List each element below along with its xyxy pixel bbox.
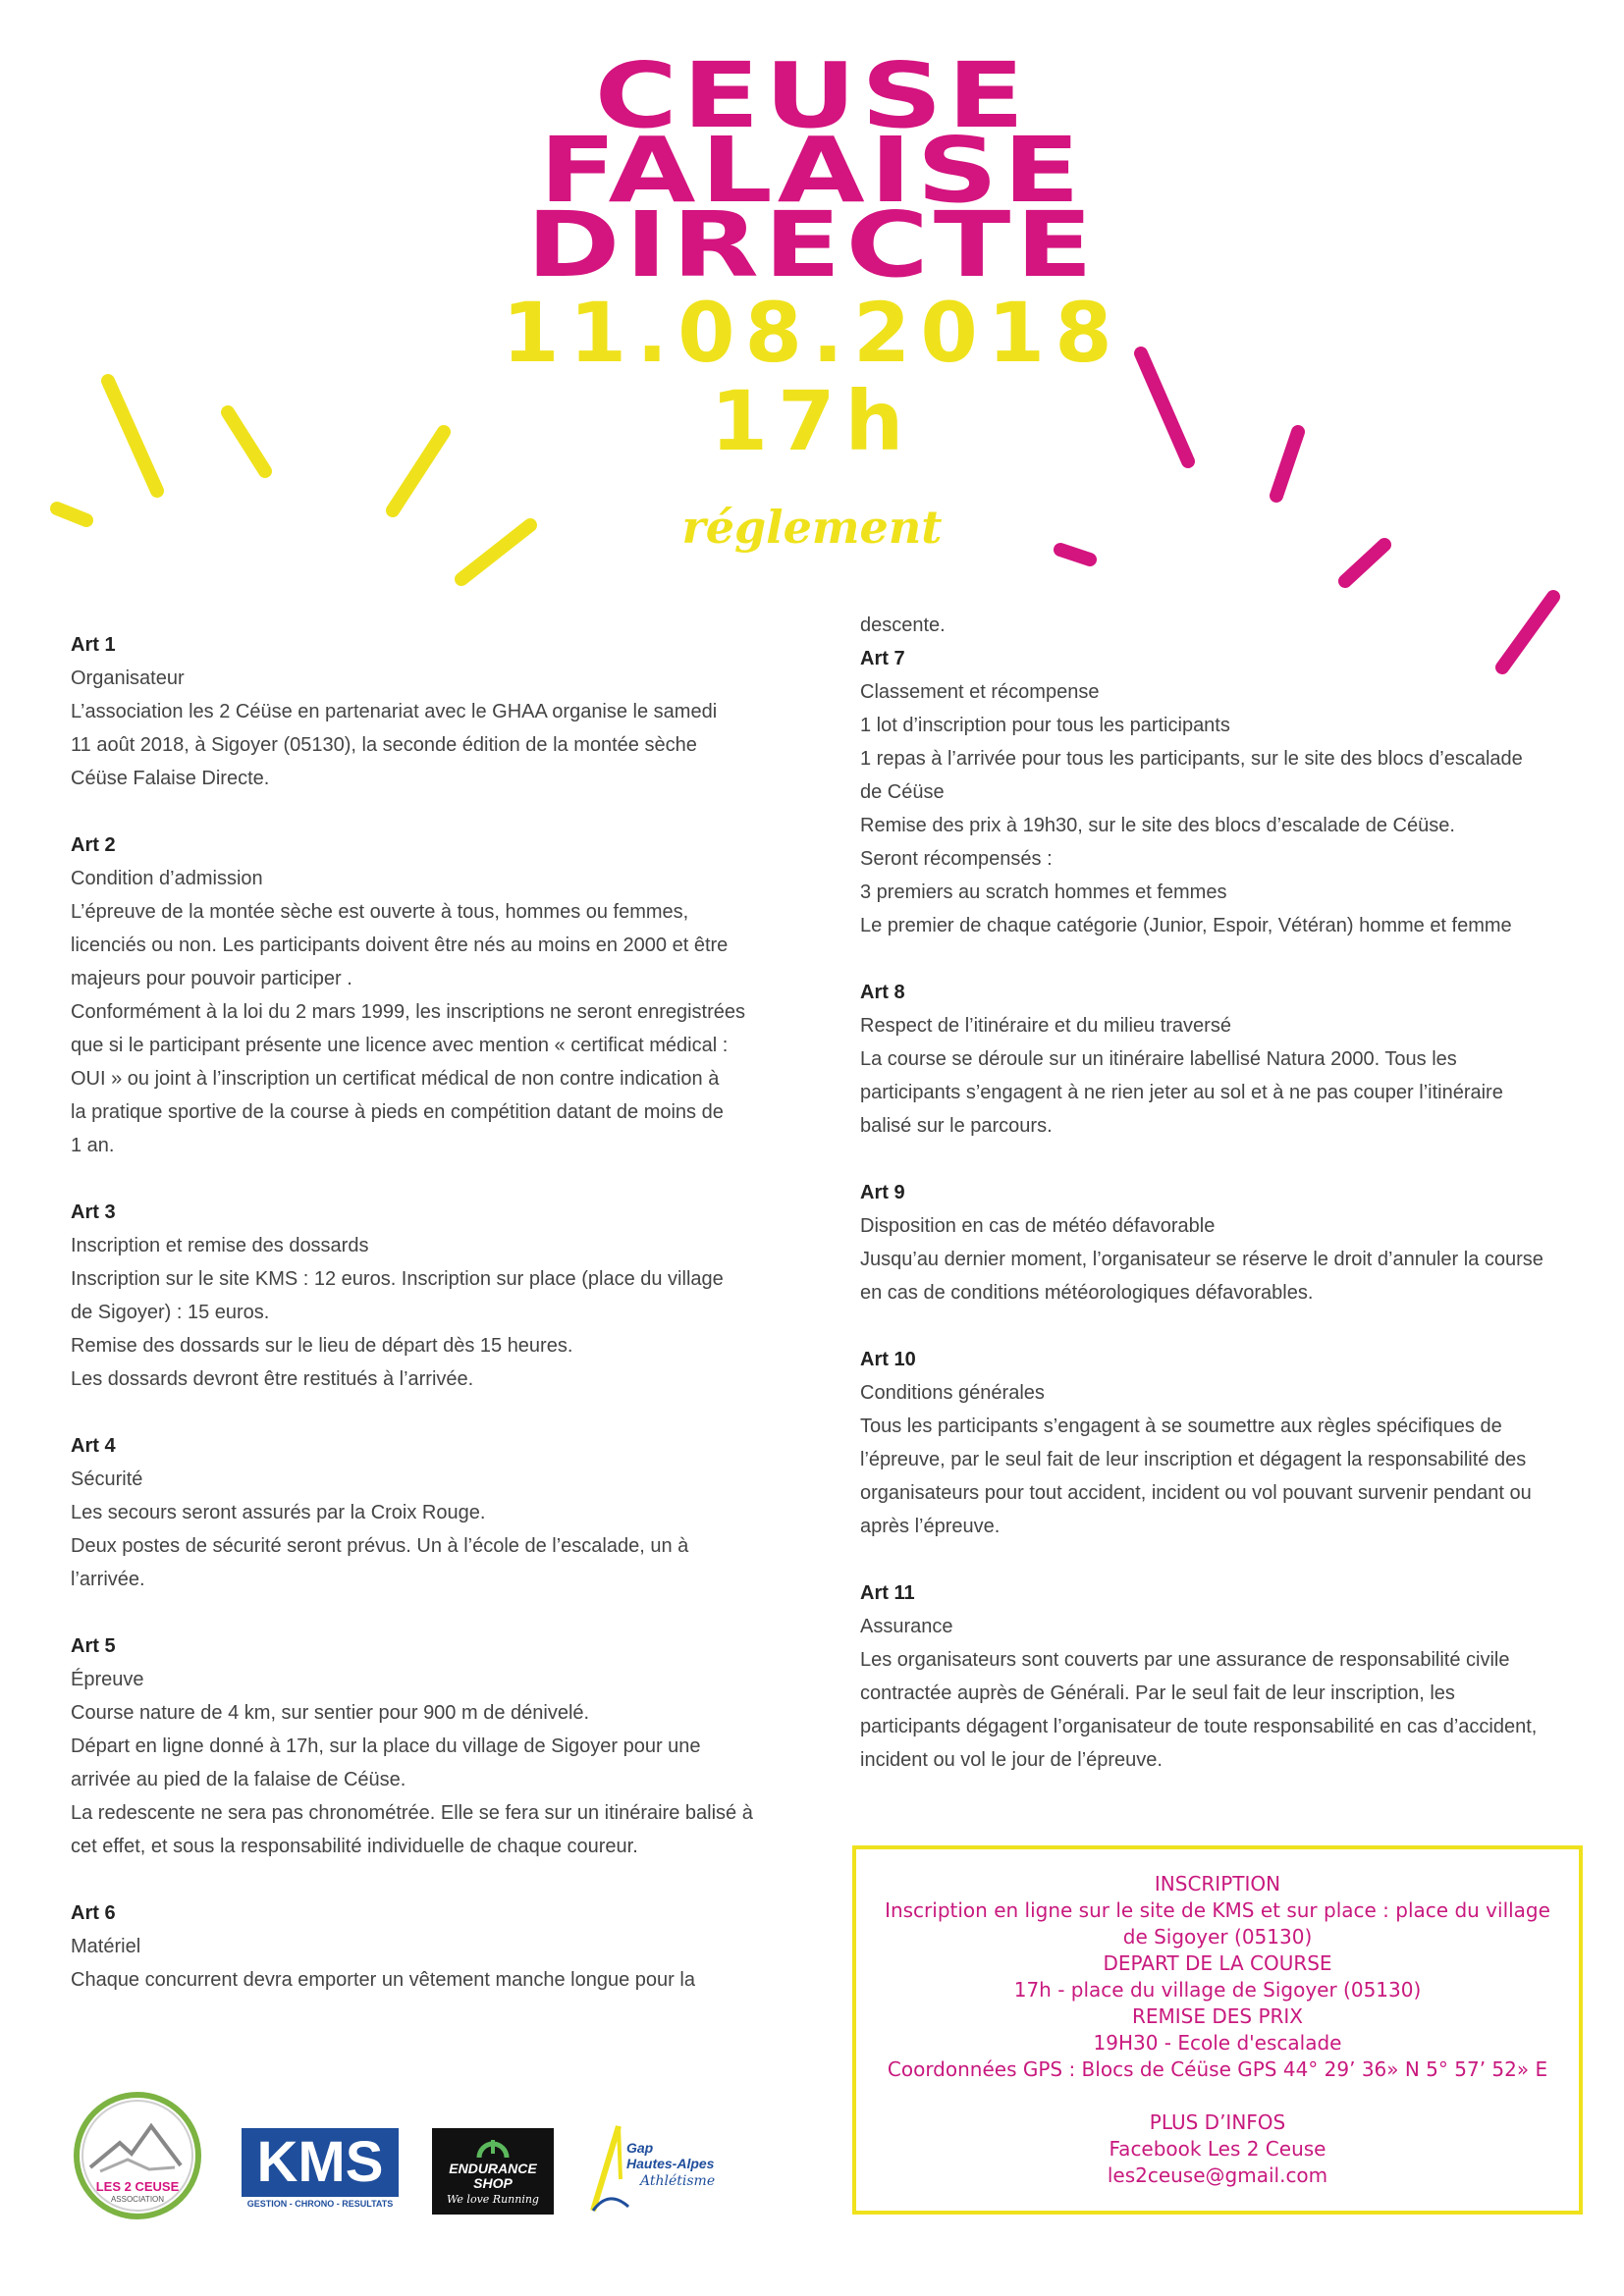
article-title: Art 8 (860, 982, 905, 1003)
gap-line1: Gap (626, 2140, 654, 2156)
contact-line: PLUS D’INFOS (1149, 2110, 1286, 2134)
article-text: balisé sur le parcours. (860, 1115, 1053, 1137)
article-title: Art 6 (71, 1902, 116, 1924)
article-text: Remise des prix à 19h30, sur le site des blocs d’escalade de Céüse. (860, 815, 1455, 836)
article-text: Les organisateurs sont couverts par une assurance de responsabilité civile (860, 1649, 1510, 1671)
article-text: Chaque concurrent devra emporter un vêtement manche longue pour la (71, 1969, 695, 1991)
endurance-line1: ENDURANCE (449, 2161, 537, 2176)
article-text: Jusqu’au dernier moment, l’organisateur se réserve le droit d’annuler la course (860, 1249, 1543, 1270)
article (860, 642, 1567, 942)
article-heading: Disposition en cas de météo défavorable (860, 1215, 1216, 1237)
article-text: cet effet, et sous la responsabilité individuelle de chaque coureur. (71, 1836, 638, 1857)
article (71, 1629, 778, 1863)
article-text: Conformément à la loi du 2 mars 1999, les inscriptions ne seront enregistrées (71, 1001, 746, 1023)
article (71, 1896, 778, 1997)
article-text: 3 premiers au scratch hommes et femmes (860, 881, 1227, 903)
article (71, 628, 778, 795)
article-title: Art 9 (860, 1182, 905, 1203)
article-title: Art 4 (71, 1435, 116, 1457)
article-text: 11 août 2018, à Sigoyer (05130), la seconde édition de la montée sèche (71, 734, 697, 756)
article-text: L’association les 2 Céüse en partenariat avec le GHAA organise le samedi (71, 701, 718, 722)
article-text: Le premier de chaque catégorie (Junior, Espoir, Vétéran) homme et femme (860, 915, 1512, 936)
event-date: 11.08.2018 (502, 285, 1122, 381)
article-text: de Céüse (860, 781, 945, 803)
article-text: participants s’engagent à ne rien jeter au sol et à ne pas couper l’itinéraire (860, 1082, 1503, 1103)
article-text: 1 repas à l’arrivée pour tous les participants, sur le site des blocs d’escalade (860, 748, 1523, 770)
article-text: Les dossards devront être restitués à l’arrivée. (71, 1368, 474, 1390)
article-text: Inscription sur le site KMS : 12 euros. Inscription sur place (place du village (71, 1268, 724, 1290)
article-text: La course se déroule sur un itinéraire labellisé Natura 2000. Tous les (860, 1048, 1457, 1070)
info-line: INSCRIPTION (1154, 1872, 1281, 1896)
les2ceuse-subtitle: ASSOCIATION (110, 2195, 165, 2204)
gap-line2: Hautes-Alpes (626, 2156, 715, 2171)
article (860, 976, 1567, 1143)
article-text: 1 lot d’inscription pour tous les participants (860, 715, 1230, 736)
info-line: DEPART DE LA COURSE (1103, 1951, 1332, 1975)
endurance-line2: SHOP (473, 2175, 513, 2191)
article-text: incident ou vol le jour de l’épreuve. (860, 1749, 1163, 1771)
right-column (860, 614, 1567, 1810)
article-title: Art 2 (71, 834, 116, 856)
info-line: 19H30 - Ecole d'escalade (1093, 2031, 1342, 2055)
info-line: Coordonnées GPS : Blocs de Céüse GPS 44° 29’ 36» N 5° 57’ 52» E (887, 2057, 1548, 2081)
article-text: participants dégagent l’organisateur de toute responsabilité en cas d’accident, (860, 1716, 1538, 1737)
article (860, 1576, 1567, 1777)
event-title (0, 43, 1624, 469)
article-text: de Sigoyer) : 15 euros. (71, 1302, 270, 1323)
kms-wordmark: KMS (242, 2128, 399, 2197)
article-text: majeurs pour pouvoir participer . (71, 968, 352, 989)
article-text: l’arrivée. (71, 1569, 145, 1590)
article-text: L’épreuve de la montée sèche est ouverte à tous, hommes ou femmes, (71, 901, 689, 923)
article-heading: Organisateur (71, 667, 185, 689)
article-title: Art 7 (860, 648, 905, 669)
article-text: OUI » ou joint à l’inscription un certificat médical de non contre indication à (71, 1068, 720, 1090)
info-box (852, 1845, 1583, 2215)
article-title: Art 11 (860, 1582, 915, 1604)
article-heading: Assurance (860, 1616, 953, 1637)
article-text: Tous les participants s’engagent à se soumettre aux règles spécifiques de (860, 1415, 1502, 1437)
article-text: en cas de conditions météorologiques défavorables. (860, 1282, 1314, 1304)
article-title: Art 3 (71, 1201, 116, 1223)
article-text: Course nature de 4 km, sur sentier pour 900 m de dénivelé. (71, 1702, 590, 1724)
article-text: que si le participant présente une licence avec mention « certificat médical : (71, 1035, 729, 1056)
article-text: organisateurs pour tout accident, incident ou vol pouvant survenir pendant ou (860, 1482, 1532, 1504)
article-text: arrivée au pied de la falaise de Céüse. (71, 1769, 406, 1790)
endurance-shop-logo (432, 2128, 554, 2215)
article-heading: Classement et récompense (860, 681, 1100, 703)
title-line-3: DIRECTE (526, 192, 1098, 297)
article-text: la pratique sportive de la course à pieds en compétition datant de moins de (71, 1101, 724, 1123)
article-title: Art 1 (71, 634, 116, 656)
article-heading: Conditions générales (860, 1382, 1045, 1404)
info-line: REMISE DES PRIX (1131, 2004, 1304, 2028)
event-time: 17h (710, 373, 914, 469)
info-line: Inscription en ligne sur le site de KMS et sur place : place du village (885, 1898, 1550, 1922)
article (71, 828, 778, 1162)
contact-line: les2ceuse@gmail.com (1107, 2163, 1328, 2187)
gap-athletisme-logo (589, 2120, 766, 2218)
article-title: Art 10 (860, 1349, 916, 1370)
article-heading: Condition d’admission (71, 868, 263, 889)
article-text: La redescente ne sera pas chronométrée. Elle se fera sur un itinéraire balisé à (71, 1802, 753, 1824)
article-text: 1 an. (71, 1135, 115, 1156)
les2ceuse-logo (71, 2089, 204, 2222)
article-text: Les secours seront assurés par la Croix Rouge. (71, 1502, 486, 1523)
article-title: Art 5 (71, 1635, 116, 1657)
endurance-tagline: We love Running (447, 2193, 539, 2206)
article-text: Départ en ligne donné à 17h, sur la place du village de Sigoyer pour une (71, 1735, 701, 1757)
page-subtitle: réglement (681, 501, 943, 554)
contact-line: Facebook Les 2 Ceuse (1109, 2137, 1326, 2161)
article-text: Céüse Falaise Directe. (71, 768, 270, 789)
article-heading: Matériel (71, 1936, 141, 1957)
info-line: 17h - place du village de Sigoyer (05130) (1013, 1978, 1422, 2002)
article (860, 1343, 1567, 1543)
les2ceuse-name: LES 2 CEUSE (95, 2179, 180, 2194)
article-text: Deux postes de sécurité seront prévus. Un à l’école de l’escalade, un à (71, 1535, 689, 1557)
article-heading: Respect de l’itinéraire et du milieu traversé (860, 1015, 1231, 1037)
kms-logo (242, 2128, 399, 2213)
endurance-emblem (432, 2132, 554, 2162)
left-column (71, 628, 778, 2030)
title-line-2: FALAISE (539, 118, 1085, 223)
article-text: après l’épreuve. (860, 1516, 1001, 1537)
article-heading: Épreuve (71, 1669, 144, 1690)
title-line-1: CEUSE (594, 43, 1030, 148)
article-text: contractée auprès de Générali. Par le seul fait de leur inscription, les (860, 1682, 1455, 1704)
article (71, 1196, 778, 1396)
kms-tagline: GESTION - CHRONO - RESULTATS (246, 2199, 394, 2209)
article-text: licenciés ou non. Les participants doivent être nés au moins en 2000 et être (71, 934, 729, 956)
article-text: l’épreuve, par le seul fait de leur inscription et dégagent la responsabilité des (860, 1449, 1527, 1470)
article (71, 1429, 778, 1596)
info-line: de Sigoyer (05130) (1122, 1925, 1313, 1949)
article-heading: Inscription et remise des dossards (71, 1235, 369, 1256)
gap-line3: Athlétisme (640, 2173, 716, 2189)
article (860, 1176, 1567, 1309)
continued-text: descente. (860, 614, 946, 636)
article-heading: Sécurité (71, 1468, 143, 1490)
article-text: Remise des dossards sur le lieu de départ dès 15 heures. (71, 1335, 573, 1357)
article-text: Seront récompensés : (860, 848, 1053, 870)
